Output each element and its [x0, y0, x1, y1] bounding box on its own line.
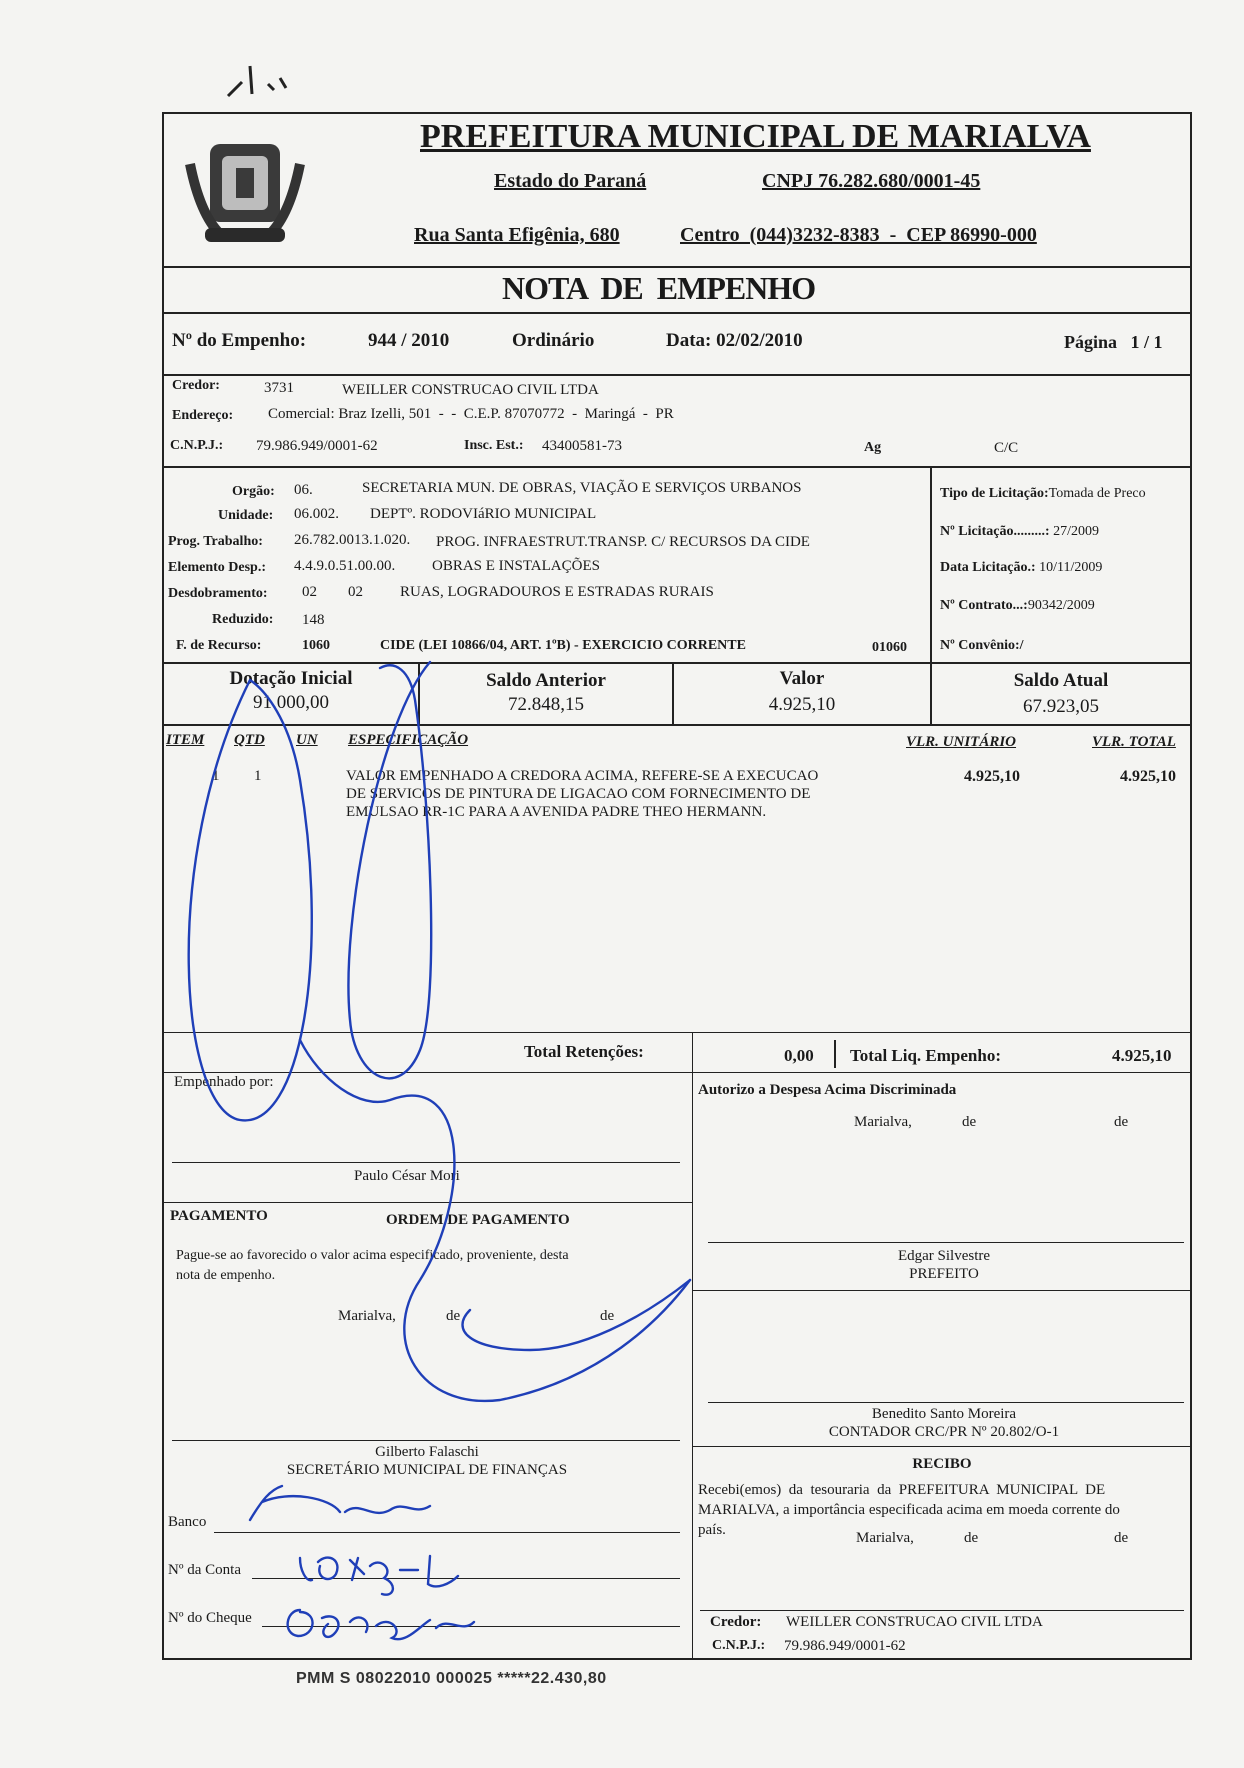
empenhado-por-label: Empenhado por: — [174, 1074, 274, 1090]
paulo-name: Paulo César Mori — [354, 1168, 460, 1184]
recibo-cnpj-label: C.N.P.J.: — [712, 1638, 766, 1653]
recurso-code: 1060 — [302, 638, 330, 653]
credor-name: WEILLER CONSTRUCAO CIVIL LTDA — [342, 382, 599, 398]
recibo-title: RECIBO — [912, 1456, 972, 1472]
empenho-number-label: Nº do Empenho: — [172, 330, 307, 351]
col-vlr-unitario: VLR. UNITÁRIO — [906, 734, 1017, 750]
marialva-autorizo: Marialva, — [854, 1114, 912, 1130]
recurso-name: CIDE (LEI 10866/04, ART. 1ºB) - EXERCICIO CORRENTE — [380, 638, 746, 653]
cnpj-value: 79.986.949/0001-62 — [256, 438, 378, 454]
saldo-anterior-label: Saldo Anterior — [486, 670, 606, 691]
address-rest: Centro (044)3232-8383 - CEP 86990-000 — [680, 224, 1037, 246]
retencoes-label: Total Retenções: — [524, 1042, 644, 1061]
prefeito-title: PREFEITO — [909, 1266, 979, 1282]
item-desc-line1: VALOR EMPENHADO A CREDORA ACIMA, REFERE-SE A EXECUCAO — [346, 768, 819, 784]
prog-name: PROG. INFRAESTRUT.TRANSP. C/ RECURSOS DA CIDE — [436, 534, 810, 550]
valor-value: 4.925,10 — [768, 694, 836, 715]
de-pagamento-1: de — [446, 1308, 461, 1324]
cnpj-label: C.N.P.J.: — [170, 438, 224, 453]
item-desc-line2: DE SERVICOS DE PINTURA DE LIGACAO COM FORNECIMENTO DE — [346, 786, 811, 802]
marialva-recibo: Marialva, — [856, 1530, 914, 1546]
orgao-name: SECRETARIA MUN. DE OBRAS, VIAÇÃO E SERVIÇOS URBANOS — [362, 480, 802, 496]
col-vlr-total: VLR. TOTAL — [1092, 734, 1176, 750]
street-address: Rua Santa Efigênia, 680 — [414, 224, 620, 246]
recibo-cnpj-value: 79.986.949/0001-62 — [784, 1638, 906, 1654]
endereco-value: Comercial: Braz Izelli, 501 - - C.E.P. 87070772 - Maringá - PR — [268, 406, 674, 422]
elem-name: OBRAS E INSTALAÇÕES — [432, 558, 600, 574]
licitacao-num: Nº Licitação.........: 27/2009 — [940, 524, 1099, 539]
col-qtd: QTD — [234, 732, 265, 748]
recibo-line2: MARIALVA, a importância especificada acima em moeda corrente do — [698, 1502, 1120, 1518]
top-mark-icon — [198, 60, 308, 100]
secretario-title: SECRETÁRIO MUNICIPAL DE FINANÇAS — [286, 1462, 568, 1478]
col-especificacao: ESPECIFICAÇÃO — [348, 732, 469, 748]
credor-label: Credor: — [172, 378, 220, 393]
de-pagamento-2: de — [600, 1308, 615, 1324]
saldo-anterior-value: 72.848,15 — [508, 694, 584, 715]
ordem-pagamento-label: ORDEM DE PAGAMENTO — [386, 1212, 570, 1228]
item-number: 1 — [212, 768, 220, 784]
elem-label: Elemento Desp.: — [168, 560, 266, 575]
pagamento-label: PAGAMENTO — [170, 1208, 268, 1224]
liq-label: Total Liq. Empenho: — [850, 1046, 1001, 1065]
dotacao-inicial-label: Dotação Inicial — [229, 668, 353, 689]
recibo-credor-label: Credor: — [710, 1614, 762, 1630]
prog-code: 26.782.0013.1.020. — [294, 532, 411, 548]
page-title: PREFEITURA MUNICIPAL DE MARIALVA — [420, 118, 1091, 155]
marialva-pagamento: Marialva, — [338, 1308, 396, 1324]
item-desc-line3: EMULSAO RR-1C PARA A AVENIDA PADRE THEO HERMANN. — [346, 804, 767, 820]
de-autorizo-1: de — [962, 1114, 977, 1130]
empenho-date: Data: 02/02/2010 — [666, 330, 803, 351]
licitacao-contrato: Nº Contrato...:90342/2009 — [940, 598, 1095, 613]
reduz-label: Reduzido: — [212, 612, 274, 627]
unidade-code: 06.002. — [294, 506, 339, 522]
licitacao-convenio: Nº Convênio:/ — [940, 638, 1024, 653]
recibo-credor-name: WEILLER CONSTRUCAO CIVIL LTDA — [786, 1614, 1043, 1630]
desd-code2: 02 — [348, 584, 363, 600]
contador-title: CONTADOR CRC/PR Nº 20.802/O-1 — [828, 1424, 1060, 1440]
doc-title: NOTA DE EMPENHO — [502, 270, 816, 306]
saldo-atual-label: Saldo Atual — [1013, 670, 1109, 691]
state-label: Estado do Paraná — [494, 170, 647, 192]
insc-value: 43400581-73 — [542, 438, 622, 454]
de-recibo-1: de — [964, 1530, 979, 1546]
saldo-atual-value: 67.923,05 — [1023, 696, 1099, 717]
ag-label: Ag — [864, 440, 882, 455]
endereco-label: Endereço: — [172, 408, 234, 423]
cnpj-header: CNPJ 76.282.680/0001-45 — [762, 170, 981, 192]
insc-label: Insc. Est.: — [464, 438, 524, 453]
gilberto-name: Gilberto Falaschi — [375, 1444, 479, 1460]
item-qtd: 1 — [254, 768, 262, 784]
cc-label: C/C — [994, 440, 1019, 456]
unidade-label: Unidade: — [218, 508, 274, 523]
col-item: ITEM — [166, 732, 205, 748]
valor-label: Valor — [779, 668, 825, 689]
item-total-value: 4.925,10 — [1120, 768, 1176, 785]
de-recibo-2: de — [1114, 1530, 1129, 1546]
desd-name: RUAS, LOGRADOUROS E ESTRADAS RURAIS — [400, 584, 714, 600]
orgao-code: 06. — [294, 482, 313, 498]
prog-label: Prog. Trabalho: — [168, 534, 263, 549]
edgar-name: Edgar Silvestre — [897, 1248, 991, 1264]
col-un: UN — [296, 732, 318, 748]
retencoes-value: 0,00 — [784, 1046, 814, 1065]
reduz-value: 148 — [302, 612, 325, 628]
pague-line1: Pague-se ao favorecido o valor acima especificado, proveniente, desta — [176, 1248, 569, 1263]
benedito-name: Benedito Santo Moreira — [871, 1406, 1017, 1422]
credor-code: 3731 — [264, 380, 294, 396]
recurso-num: 01060 — [872, 640, 907, 655]
orgao-label: Orgão: — [232, 484, 275, 499]
item-unit-value: 4.925,10 — [964, 768, 1020, 785]
empenho-number: 944 / 2010 — [368, 330, 450, 351]
de-autorizo-2: de — [1114, 1114, 1129, 1130]
recurso-label: F. de Recurso: — [176, 638, 262, 653]
footer-stamp: PMM S 08022010 000025 *****22.430,80 — [296, 1670, 607, 1687]
recibo-line1: Recebi(emos) da tesouraria da PREFEITURA MUNICIPAL DE — [698, 1482, 1106, 1498]
empenho-type: Ordinário — [512, 330, 595, 351]
licitacao-data: Data Licitação.: 10/11/2009 — [940, 560, 1103, 575]
autorizo-label: Autorizo a Despesa Acima Discriminada — [698, 1082, 957, 1098]
recibo-line3: país. — [698, 1522, 726, 1538]
pague-line2: nota de empenho. — [176, 1268, 276, 1283]
elem-code: 4.4.9.0.51.00.00. — [294, 558, 396, 574]
conta-label: Nº da Conta — [168, 1562, 241, 1578]
dotacao-inicial-value: 91.000,00 — [253, 692, 329, 713]
desd-code1: 02 — [302, 584, 317, 600]
banco-label: Banco — [168, 1514, 207, 1530]
cheque-label: Nº do Cheque — [168, 1610, 252, 1626]
page-number: Página 1 / 1 — [1064, 332, 1163, 352]
liq-value: 4.925,10 — [1112, 1046, 1172, 1065]
unidade-name: DEPTº. RODOVIáRIO MUNICIPAL — [370, 506, 597, 522]
licitacao-tipo: Tipo de Licitação:Tomada de Preco — [940, 486, 1146, 501]
desd-label: Desdobramento: — [168, 586, 268, 601]
